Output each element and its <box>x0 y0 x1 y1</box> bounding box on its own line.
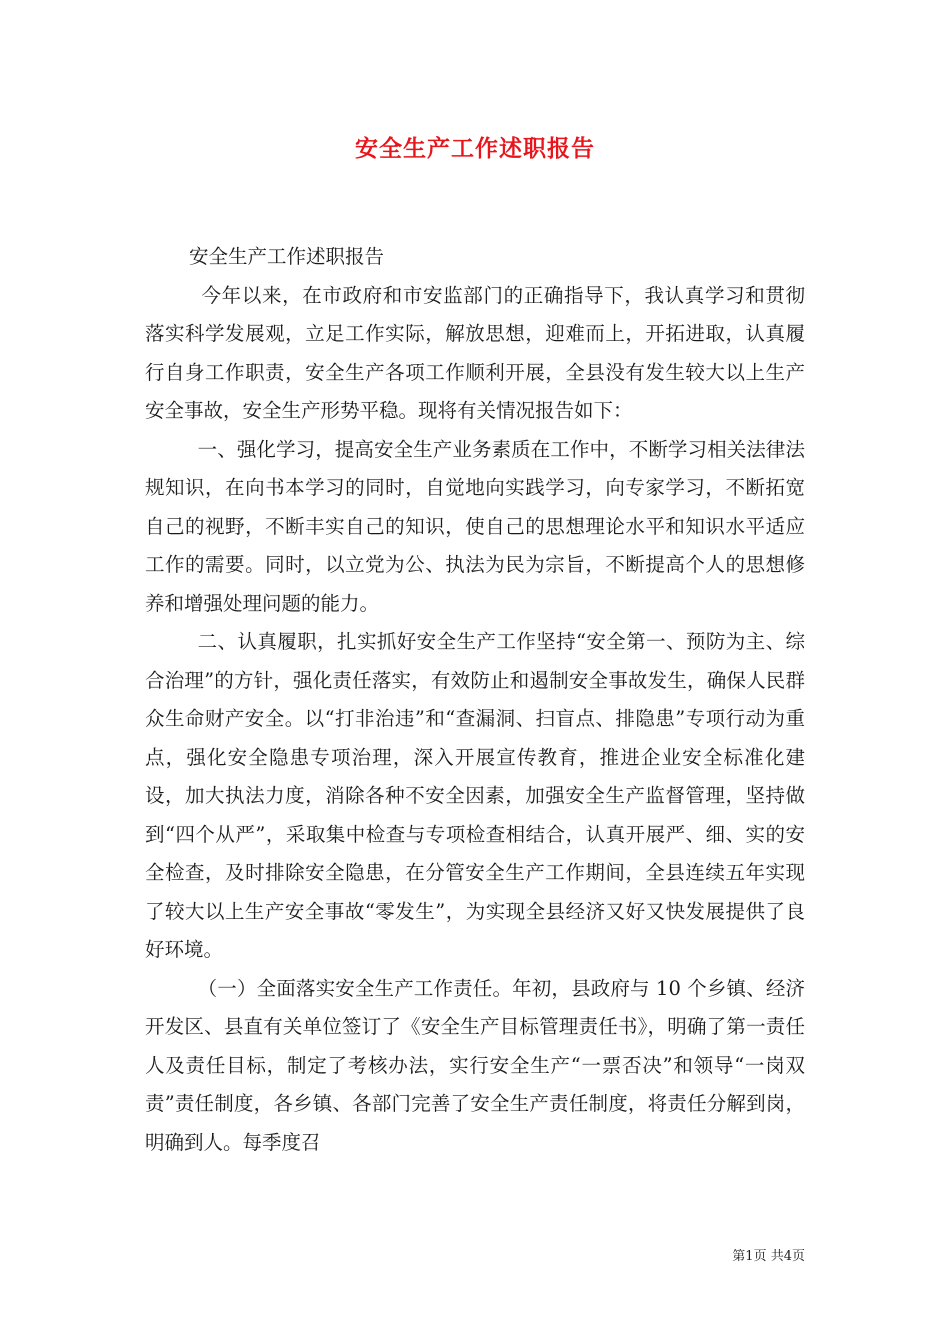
footer-current-page: 1 <box>745 1249 754 1264</box>
document-subtitle: 安全生产工作述职报告 <box>189 245 385 268</box>
footer-prefix: 第 <box>732 1249 746 1264</box>
document-title: 安全生产工作述职报告 <box>355 135 595 162</box>
footer-total-pages: 4 <box>783 1249 792 1264</box>
page-number-footer <box>0 1248 805 1266</box>
paragraph-subsection-1: （一）全面落实安全生产工作责任。年初，县政府与 10 个乡镇、经济开发区、县直有关单位签订了《安全生产目标管理责任书》，明确了第一责任人及责任目标，制定了考核办法，实行安全生产“一票否决”和领导“一岗双责”责任制度，各乡镇、各部门完善了安全生产责任制度，将责任分解到岗，明确到人。每季度召 <box>145 976 805 1154</box>
paragraph-section-1: 一、强化学习，提高安全生产业务素质在工作中，不断学习相关法律法规知识，在向书本学习的同时，自觉地向实践学习，向专家学习，不断拓宽自己的视野，不断丰实自己的知识，使自己的思想理论水平和知识水平适应工作的需要。同时，以立党为公、执法为民为宗旨，不断提高个人的思想修养和增强处理问题的能力。 <box>145 437 805 615</box>
paragraph-section-2: 二、认真履职，扎实抓好安全生产工作坚持“安全第一、预防为主、综合治理”的方针，强化责任落实，有效防止和遏制安全事故发生，确保人民群众生命财产安全。以“打非治违”和“查漏洞、扫盲点、排隐患”专项行动为重点，强化安全隐患专项治理，深入开展宣传教育，推进企业安全标准化建设，加大执法力度，消除各种不安全因素，加强安全生产监督管理，坚持做到“四个从严”，采取集中检查与专项检查相结合，认真开展严、细、实的安全检查，及时排除安全隐患，在分管安全生产工作期间，全县连续五年实现了较大以上生产安全事故“零发生”，为实现全县经济又好又快发展提供了良好环境。 <box>145 630 805 961</box>
footer-middle: 页 共 <box>753 1249 784 1264</box>
footer-suffix: 页 <box>791 1249 805 1264</box>
document-body <box>145 238 805 1162</box>
paragraph-intro: 今年以来，在市政府和市安监部门的正确指导下，我认真学习和贯彻落实科学发展观，立足工作实际，解放思想，迎难而上，开拓进取，认真履行自身工作职责，安全生产各项工作顺利开展，全县没有发生较大以上生产安全事故，安全生产形势平稳。现将有关情况报告如下： <box>145 283 805 422</box>
